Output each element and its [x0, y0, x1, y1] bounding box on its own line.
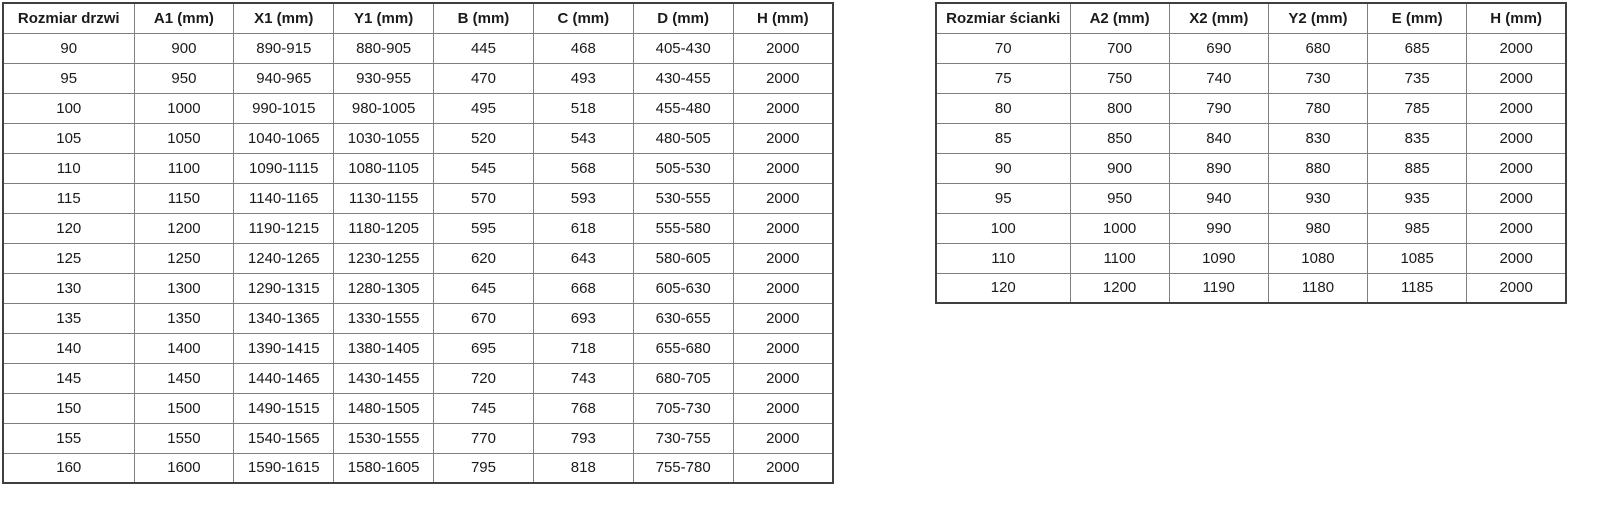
table-cell: 1200: [1070, 273, 1169, 303]
wall-size-table: [935, 2, 1567, 304]
table-cell: 2000: [733, 153, 833, 183]
table-cell: 80: [936, 93, 1070, 123]
table-row: [3, 213, 833, 243]
table-cell: 2000: [1467, 93, 1566, 123]
table-cell: 880-905: [334, 33, 434, 63]
column-header: C (mm): [533, 3, 633, 33]
table-row: [3, 423, 833, 453]
table-cell: 2000: [1467, 33, 1566, 63]
table-cell: 2000: [733, 273, 833, 303]
table-cell: 140: [3, 333, 134, 363]
table-cell: 555-580: [633, 213, 733, 243]
table-cell: 1085: [1368, 243, 1467, 273]
table-row: [936, 93, 1566, 123]
table-cell: 1240-1265: [234, 243, 334, 273]
table-cell: 405-430: [633, 33, 733, 63]
table-cell: 110: [3, 153, 134, 183]
table-row: [3, 303, 833, 333]
table-cell: 1230-1255: [334, 243, 434, 273]
table-row: [3, 273, 833, 303]
table-cell: 2000: [733, 423, 833, 453]
table-row: [3, 33, 833, 63]
table-cell: 110: [936, 243, 1070, 273]
table-cell: 580-605: [633, 243, 733, 273]
table-cell: 680: [1268, 33, 1367, 63]
table-cell: 135: [3, 303, 134, 333]
table-cell: 1030-1055: [334, 123, 434, 153]
table-cell: 520: [434, 123, 534, 153]
table-cell: 1380-1405: [334, 333, 434, 363]
table-cell: 1140-1165: [234, 183, 334, 213]
table-cell: 155: [3, 423, 134, 453]
table-cell: 793: [533, 423, 633, 453]
table-cell: 980: [1268, 213, 1367, 243]
table-cell: 470: [434, 63, 534, 93]
table-cell: 150: [3, 393, 134, 423]
table-cell: 518: [533, 93, 633, 123]
table-cell: 2000: [733, 303, 833, 333]
table-cell: 2000: [733, 93, 833, 123]
table-cell: 680-705: [633, 363, 733, 393]
table-cell: 1150: [134, 183, 234, 213]
table-cell: 95: [936, 183, 1070, 213]
table-cell: 770: [434, 423, 534, 453]
table-row: [936, 183, 1566, 213]
table-cell: 1550: [134, 423, 234, 453]
table-cell: 1530-1555: [334, 423, 434, 453]
table-cell: 885: [1368, 153, 1467, 183]
table-cell: 750: [1070, 63, 1169, 93]
table-cell: 780: [1268, 93, 1367, 123]
table-cell: 90: [936, 153, 1070, 183]
table-cell: 2000: [733, 213, 833, 243]
table-cell: 1000: [134, 93, 234, 123]
table-cell: 145: [3, 363, 134, 393]
table-cell: 935: [1368, 183, 1467, 213]
table-cell: 800: [1070, 93, 1169, 123]
table-cell: 115: [3, 183, 134, 213]
table-cell: 493: [533, 63, 633, 93]
column-header: Rozmiar drzwi: [3, 3, 134, 33]
table-cell: 445: [434, 33, 534, 63]
table-cell: 2000: [1467, 243, 1566, 273]
table-cell: 620: [434, 243, 534, 273]
table-cell: 70: [936, 33, 1070, 63]
table-row: [936, 33, 1566, 63]
table-cell: 880: [1268, 153, 1367, 183]
table-cell: 1350: [134, 303, 234, 333]
table-cell: 850: [1070, 123, 1169, 153]
table-cell: 1180-1205: [334, 213, 434, 243]
table-cell: 95: [3, 63, 134, 93]
table-cell: 980-1005: [334, 93, 434, 123]
table-cell: 1090: [1169, 243, 1268, 273]
column-header: D (mm): [633, 3, 733, 33]
table-cell: 940-965: [234, 63, 334, 93]
table-cell: 740: [1169, 63, 1268, 93]
table-cell: 618: [533, 213, 633, 243]
table-cell: 835: [1368, 123, 1467, 153]
table-cell: 1590-1615: [234, 453, 334, 483]
table-cell: 595: [434, 213, 534, 243]
table-cell: 1040-1065: [234, 123, 334, 153]
table-cell: 1130-1155: [334, 183, 434, 213]
table-cell: 1440-1465: [234, 363, 334, 393]
table-cell: 2000: [733, 453, 833, 483]
table-cell: 655-680: [633, 333, 733, 363]
table-cell: 455-480: [633, 93, 733, 123]
table-cell: 1490-1515: [234, 393, 334, 423]
header-row: [936, 3, 1566, 33]
table-cell: 990-1015: [234, 93, 334, 123]
table-cell: 795: [434, 453, 534, 483]
table-cell: 2000: [1467, 183, 1566, 213]
table-row: [3, 123, 833, 153]
table-cell: 718: [533, 333, 633, 363]
table-cell: 705-730: [633, 393, 733, 423]
column-header: Y1 (mm): [334, 3, 434, 33]
table-cell: 1450: [134, 363, 234, 393]
table-cell: 690: [1169, 33, 1268, 63]
table-cell: 545: [434, 153, 534, 183]
table-cell: 125: [3, 243, 134, 273]
table-cell: 468: [533, 33, 633, 63]
table-cell: 120: [3, 213, 134, 243]
table-row: [936, 123, 1566, 153]
table-cell: 2000: [733, 183, 833, 213]
table-cell: 2000: [733, 363, 833, 393]
table-cell: 743: [533, 363, 633, 393]
table-cell: 120: [936, 273, 1070, 303]
table-cell: 930-955: [334, 63, 434, 93]
table-cell: 1390-1415: [234, 333, 334, 363]
column-header: Y2 (mm): [1268, 3, 1367, 33]
table-row: [3, 243, 833, 273]
table-row: [3, 93, 833, 123]
table-cell: 930: [1268, 183, 1367, 213]
header-row: [3, 3, 833, 33]
table-cell: 1080-1105: [334, 153, 434, 183]
table-row: [3, 183, 833, 213]
table-row: [936, 213, 1566, 243]
table-cell: 668: [533, 273, 633, 303]
table-cell: 1250: [134, 243, 234, 273]
column-header: X2 (mm): [1169, 3, 1268, 33]
table-cell: 1340-1365: [234, 303, 334, 333]
table-cell: 2000: [733, 33, 833, 63]
table-cell: 1400: [134, 333, 234, 363]
table-cell: 1190-1215: [234, 213, 334, 243]
door-size-table: [2, 2, 834, 484]
table-cell: 1280-1305: [334, 273, 434, 303]
table-cell: 1000: [1070, 213, 1169, 243]
table-cell: 480-505: [633, 123, 733, 153]
table-cell: 695: [434, 333, 534, 363]
column-header: A2 (mm): [1070, 3, 1169, 33]
table-cell: 785: [1368, 93, 1467, 123]
column-header: H (mm): [733, 3, 833, 33]
table-row: [3, 153, 833, 183]
table-cell: 100: [936, 213, 1070, 243]
table-cell: 160: [3, 453, 134, 483]
table-cell: 1050: [134, 123, 234, 153]
table-cell: 730: [1268, 63, 1367, 93]
table-cell: 2000: [1467, 273, 1566, 303]
column-header: B (mm): [434, 3, 534, 33]
table-cell: 2000: [733, 123, 833, 153]
table-row: [3, 453, 833, 483]
table-cell: 1100: [1070, 243, 1169, 273]
table-cell: 75: [936, 63, 1070, 93]
table-cell: 2000: [1467, 213, 1566, 243]
table-cell: 2000: [733, 243, 833, 273]
table-cell: 495: [434, 93, 534, 123]
table-cell: 1500: [134, 393, 234, 423]
table-cell: 530-555: [633, 183, 733, 213]
table-cell: 643: [533, 243, 633, 273]
table-row: [936, 153, 1566, 183]
table-cell: 950: [134, 63, 234, 93]
table-row: [3, 333, 833, 363]
table-cell: 1580-1605: [334, 453, 434, 483]
table-cell: 790: [1169, 93, 1268, 123]
table-cell: 950: [1070, 183, 1169, 213]
table-cell: 2000: [1467, 63, 1566, 93]
table-cell: 605-630: [633, 273, 733, 303]
table-cell: 685: [1368, 33, 1467, 63]
table-cell: 735: [1368, 63, 1467, 93]
table-cell: 940: [1169, 183, 1268, 213]
table-cell: 593: [533, 183, 633, 213]
table-cell: 1300: [134, 273, 234, 303]
table-cell: 100: [3, 93, 134, 123]
table-cell: 85: [936, 123, 1070, 153]
table-cell: 570: [434, 183, 534, 213]
table-cell: 2000: [733, 63, 833, 93]
table-cell: 818: [533, 453, 633, 483]
table-cell: 768: [533, 393, 633, 423]
table-cell: 1080: [1268, 243, 1367, 273]
column-header: A1 (mm): [134, 3, 234, 33]
table-row: [3, 63, 833, 93]
column-header: H (mm): [1467, 3, 1566, 33]
table-cell: 1290-1315: [234, 273, 334, 303]
table-cell: 1600: [134, 453, 234, 483]
table-cell: 2000: [1467, 153, 1566, 183]
column-header: E (mm): [1368, 3, 1467, 33]
table-cell: 840: [1169, 123, 1268, 153]
table-cell: 2000: [733, 333, 833, 363]
table-cell: 693: [533, 303, 633, 333]
table-cell: 985: [1368, 213, 1467, 243]
table-cell: 890: [1169, 153, 1268, 183]
table-row: [3, 393, 833, 423]
table-cell: 1200: [134, 213, 234, 243]
table-cell: 105: [3, 123, 134, 153]
column-header: Rozmiar ścianki: [936, 3, 1070, 33]
table-cell: 1100: [134, 153, 234, 183]
table-cell: 1330-1555: [334, 303, 434, 333]
table-row: [3, 363, 833, 393]
table-cell: 755-780: [633, 453, 733, 483]
table-cell: 1430-1455: [334, 363, 434, 393]
column-header: X1 (mm): [234, 3, 334, 33]
table-cell: 543: [533, 123, 633, 153]
table-cell: 1480-1505: [334, 393, 434, 423]
table-cell: 2000: [1467, 123, 1566, 153]
table-cell: 1090-1115: [234, 153, 334, 183]
table-cell: 730-755: [633, 423, 733, 453]
table-cell: 2000: [733, 393, 833, 423]
table-cell: 830: [1268, 123, 1367, 153]
table-cell: 1540-1565: [234, 423, 334, 453]
table-cell: 130: [3, 273, 134, 303]
table-cell: 900: [1070, 153, 1169, 183]
table-row: [936, 63, 1566, 93]
table-cell: 990: [1169, 213, 1268, 243]
table-cell: 1180: [1268, 273, 1367, 303]
table-cell: 745: [434, 393, 534, 423]
table-cell: 1185: [1368, 273, 1467, 303]
table-cell: 700: [1070, 33, 1169, 63]
table-cell: 900: [134, 33, 234, 63]
table-cell: 645: [434, 273, 534, 303]
table-cell: 630-655: [633, 303, 733, 333]
table-cell: 1190: [1169, 273, 1268, 303]
table-cell: 670: [434, 303, 534, 333]
table-row: [936, 273, 1566, 303]
table-cell: 90: [3, 33, 134, 63]
table-row: [936, 243, 1566, 273]
table-cell: 890-915: [234, 33, 334, 63]
table-cell: 720: [434, 363, 534, 393]
table-cell: 430-455: [633, 63, 733, 93]
table-cell: 568: [533, 153, 633, 183]
table-cell: 505-530: [633, 153, 733, 183]
